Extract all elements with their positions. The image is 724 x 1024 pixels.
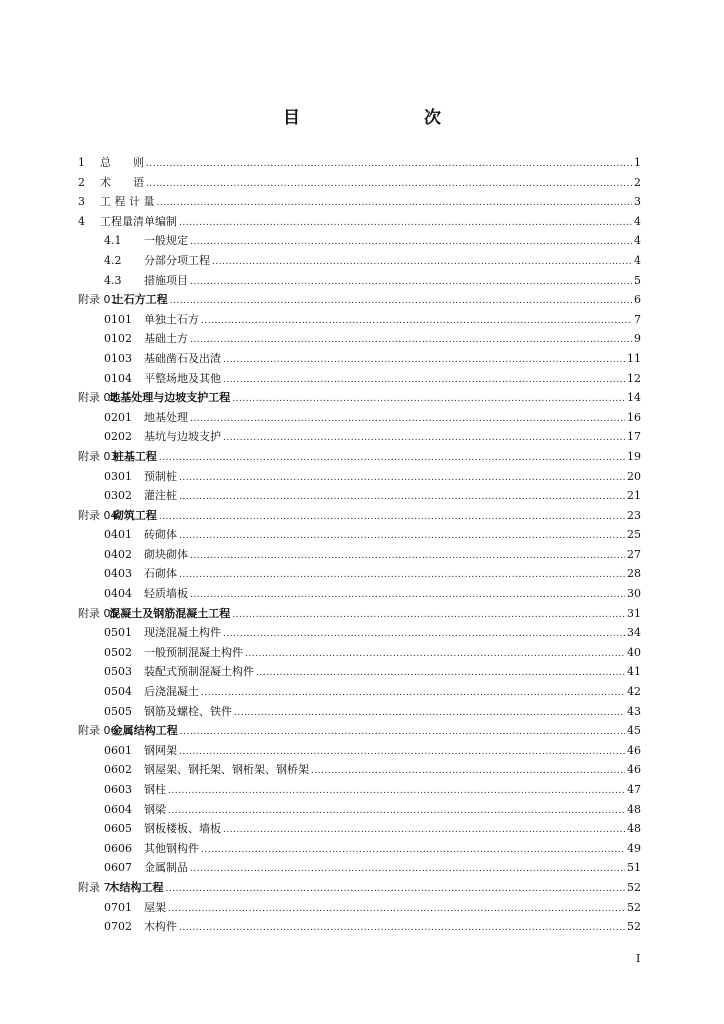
toc-entry-page: 30 [627,587,641,601]
toc-entry-page: 41 [627,665,641,679]
toc-entry-number: 0401 [104,528,132,542]
toc-dot-leader [170,292,632,312]
toc-entry-number: 1 [78,156,85,169]
toc-entry-title: 钢网架 [144,743,177,757]
toc-dot-leader [168,802,625,822]
toc-entry[interactable] [78,212,641,232]
toc-entry-page: 1 [634,156,641,169]
toc-entry-page: 4 [634,214,641,228]
toc-dot-leader [157,194,633,214]
toc-entry-number: 0606 [104,841,132,855]
toc-dot-leader [179,214,632,234]
toc-entry-number: 0101 [104,312,132,326]
toc-entry-title: 砌块砌体 [144,547,188,561]
toc-entry[interactable] [78,349,641,369]
toc-entry-page: 49 [627,841,641,855]
toc-entry-title: 混凝土及钢筋混凝土工程 [109,606,231,620]
toc-entry-page: 3 [634,195,641,209]
toc-entry-page: 11 [627,351,641,365]
toc-dot-leader [223,625,625,645]
toc-entry-title: 钢柱 [144,783,166,796]
toc-entry-page: 25 [627,528,641,542]
toc-entry[interactable] [78,662,641,682]
toc-entry-title: 桩基工程 [112,449,157,463]
toc-entry-number: 0503 [104,665,132,679]
toc-entry-title: 单独土石方 [144,312,199,326]
toc-entry-page: 16 [627,410,641,424]
toc-entry[interactable] [78,584,641,604]
toc-entry-number: 4.3 [104,273,122,287]
toc-dot-leader [168,900,625,920]
toc-entry-page: 40 [627,645,641,659]
toc-dot-leader [212,253,632,273]
toc-entry[interactable] [78,819,641,839]
toc-entry-page: 4 [634,234,641,248]
toc-entry[interactable] [78,467,641,487]
toc-entry-number: 附录 01 [78,293,118,307]
toc-entry-title: 其他钢构件 [144,841,199,855]
toc-entry-title: 平整场地及其他 [144,371,221,385]
toc-entry-title: 土石方工程 [112,293,168,307]
toc-entry[interactable] [78,643,641,663]
toc-entry-number: 4.2 [104,253,122,267]
toc-entry-title: 砌筑工程 [112,508,157,522]
toc-dot-leader [234,704,625,724]
toc-dot-leader [146,175,632,195]
toc-dot-leader [190,586,625,606]
toc-entry[interactable] [78,427,641,447]
toc-entry-title: 金属制品 [144,861,188,875]
toc-entry-title: 术 语 [100,175,144,189]
toc-entry-title: 灌注桩 [144,489,177,503]
toc-entry-title: 轻质墙板 [144,587,188,601]
toc-entry-page: 17 [627,430,641,444]
toc-entry-number: 附录 04 [78,508,118,522]
toc-dot-leader [232,606,625,626]
toc-entry[interactable] [78,408,641,428]
toc-dot-leader [223,371,625,391]
toc-entry-title: 工程量清单编制 [100,214,177,228]
toc-dot-leader [201,684,625,704]
toc-entry[interactable] [78,525,641,545]
toc-dot-leader [179,527,625,547]
toc-entry-page: 12 [627,371,641,385]
toc-entry[interactable] [78,721,641,741]
toc-entry-number: 2 [78,175,85,189]
toc-entry-number: 附录 06 [78,724,118,738]
toc-dot-leader [166,880,625,900]
toc-dot-leader [223,351,625,371]
toc-dot-leader [179,566,625,586]
toc-entry[interactable] [78,702,641,722]
toc-entry-page: 27 [627,547,641,561]
toc-entry-number: 0602 [104,763,132,777]
toc-dot-leader [201,312,632,332]
toc-dot-leader [190,547,625,567]
toc-entry-number: 0301 [104,469,132,483]
toc-entry-page: 52 [627,920,641,934]
toc-entry[interactable] [78,682,641,702]
toc-entry-title: 砖砌体 [144,528,177,542]
toc-entry-title: 地基处理与边坡支护工程 [109,391,231,405]
toc-entry-number: 0302 [104,489,132,503]
toc-entry-number: 0404 [104,587,132,601]
toc-dot-leader [159,449,625,469]
toc-entry-number: 0603 [104,783,132,796]
toc-dot-leader [256,664,625,684]
toc-entry-page: 43 [627,704,641,718]
toc-dot-leader [223,429,625,449]
toc-entry-number: 0601 [104,743,132,757]
toc-entry[interactable] [78,623,641,643]
toc-entry[interactable] [78,231,641,251]
toc-entry-title: 措施项目 [144,273,188,287]
toc-dot-leader [159,508,625,528]
toc-entry-title: 钢筋及螺栓、铁件 [144,704,232,718]
toc-entry-number: 4 [78,214,85,228]
toc-entry-page: 51 [627,861,641,875]
page-title: 目 次 [283,108,471,128]
toc-entry-number: 0502 [104,645,132,659]
toc-entry[interactable] [78,564,641,584]
toc-entry-number: 3 [78,195,85,209]
toc-entry-title: 一般规定 [144,234,188,248]
toc-entry[interactable] [78,917,641,937]
toc-entry-number: 附录 02 [78,391,118,405]
toc-entry[interactable] [78,878,641,898]
toc-entry-page: 4 [634,253,641,267]
toc-dot-leader [190,331,632,351]
toc-entry-number: 0504 [104,685,132,699]
toc-entry-page: 5 [634,273,641,287]
toc-dot-leader [190,410,625,430]
toc-entry-number: 附录 7 [78,880,111,894]
toc-entry[interactable] [78,800,641,820]
toc-entry[interactable] [78,741,641,761]
toc-entry-number: 4.1 [104,234,122,248]
toc-entry-page: 19 [627,449,641,463]
toc-entry-page: 14 [627,391,641,405]
toc-entry-number: 附录 05 [78,606,118,620]
toc-dot-leader [190,233,632,253]
toc-entry-number: 0702 [104,920,132,934]
toc-entry-number: 0102 [104,332,132,346]
toc-entry-page: 48 [627,822,641,836]
toc-entry-page: 20 [627,469,641,483]
toc-entry-title: 预制桩 [144,469,177,483]
toc-dot-leader [180,723,625,743]
toc-dot-leader [245,645,625,665]
toc-entry-number: 0501 [104,626,132,640]
toc-entry-title: 木结构工程 [108,880,164,894]
toc-entry-page: 52 [627,900,641,914]
toc-entry-page: 34 [627,626,641,640]
toc-entry-number: 0402 [104,547,132,561]
toc-entry-page: 46 [627,763,641,777]
toc-entry-number: 0202 [104,430,132,444]
toc-entry[interactable] [78,271,641,291]
toc-dot-leader [190,860,625,880]
toc-entry-page: 47 [627,783,641,796]
toc-entry-number: 0403 [104,567,132,581]
toc-entry-title: 地基处理 [144,410,188,424]
toc-entry-page: 7 [634,312,641,326]
toc-dot-leader [232,390,625,410]
toc-entry-page: 48 [627,802,641,816]
toc-entry-title: 钢板楼板、墙板 [144,822,221,836]
toc-entry-title: 工 程 计 量 [100,195,155,209]
toc-entry-number: 0701 [104,900,132,914]
toc-entry-number: 0604 [104,802,132,816]
toc-dot-leader [223,821,625,841]
toc-entry-page: 23 [627,508,641,522]
toc-dot-leader [179,488,625,508]
toc-entry[interactable] [78,839,641,859]
toc-dot-leader [311,762,625,782]
toc-entry[interactable] [78,858,641,878]
toc-entry[interactable] [78,760,641,780]
toc-entry[interactable] [78,369,641,389]
toc-entry[interactable] [78,388,641,408]
toc-entry-number: 0505 [104,704,132,718]
toc-entry-title: 后浇混凝土 [144,685,199,699]
toc-entry-title: 基础土方 [144,332,188,346]
toc-entry[interactable] [78,486,641,506]
toc-dot-leader [168,782,625,802]
toc-entry-number: 0201 [104,410,132,424]
toc-entry[interactable] [78,173,641,193]
page-number: I [636,952,641,965]
toc-entry[interactable] [78,780,641,800]
toc-entry-page: 52 [627,880,641,894]
toc-dot-leader [179,469,625,489]
toc-entry-number: 附录 03 [78,449,118,463]
toc-entry-page: 45 [627,724,641,738]
toc-entry-title: 木构件 [144,920,177,934]
toc-entry-title: 装配式预制混凝土构件 [144,665,254,679]
toc-entry-title: 金属结构工程 [111,724,178,738]
toc-entry[interactable] [78,251,641,271]
toc-entry-number: 0104 [104,371,132,385]
toc-entry[interactable] [78,506,641,526]
toc-entry-title: 一般预制混凝土构件 [144,645,243,659]
toc-entry-title: 钢屋架、钢托架、钢桁架、钢桥架 [144,763,309,777]
toc-dot-leader [201,841,625,861]
toc-entry-page: 46 [627,743,641,757]
toc-entry[interactable] [78,310,641,330]
toc-entry-number: 0607 [104,861,132,875]
toc-entry-title: 分部分项工程 [144,253,210,267]
toc-entry-page: 42 [627,685,641,699]
toc-entry[interactable] [78,192,641,212]
toc-entry-title: 石砌体 [144,567,177,581]
toc-entry[interactable] [78,545,641,565]
toc-entry-page: 21 [627,489,641,503]
toc-entry[interactable] [78,898,641,918]
toc-entry-page: 28 [627,567,641,581]
toc-entry-page: 2 [634,175,641,189]
toc-entry-number: 0605 [104,822,132,836]
toc-entry[interactable] [78,290,641,310]
toc-dot-leader [190,273,632,293]
toc-dot-leader [146,155,632,175]
toc-entry-title: 现浇混凝土构件 [144,626,221,640]
toc-entry-page: 9 [634,332,641,346]
toc-entry-title: 屋架 [144,900,166,914]
toc-entry-number: 0103 [104,351,132,365]
table-of-contents [78,153,641,937]
toc-entry-title: 基础凿石及出渣 [144,351,221,365]
toc-entry-title: 总 则 [100,156,144,169]
toc-entry-page: 31 [627,606,641,620]
toc-dot-leader [179,919,625,939]
toc-entry-page: 6 [634,293,641,307]
toc-entry[interactable] [78,329,641,349]
toc-entry[interactable] [78,447,641,467]
toc-entry-title: 钢梁 [144,802,166,816]
toc-entry[interactable] [78,153,641,173]
toc-entry[interactable] [78,604,641,624]
toc-entry-title: 基坑与边坡支护 [144,430,221,444]
